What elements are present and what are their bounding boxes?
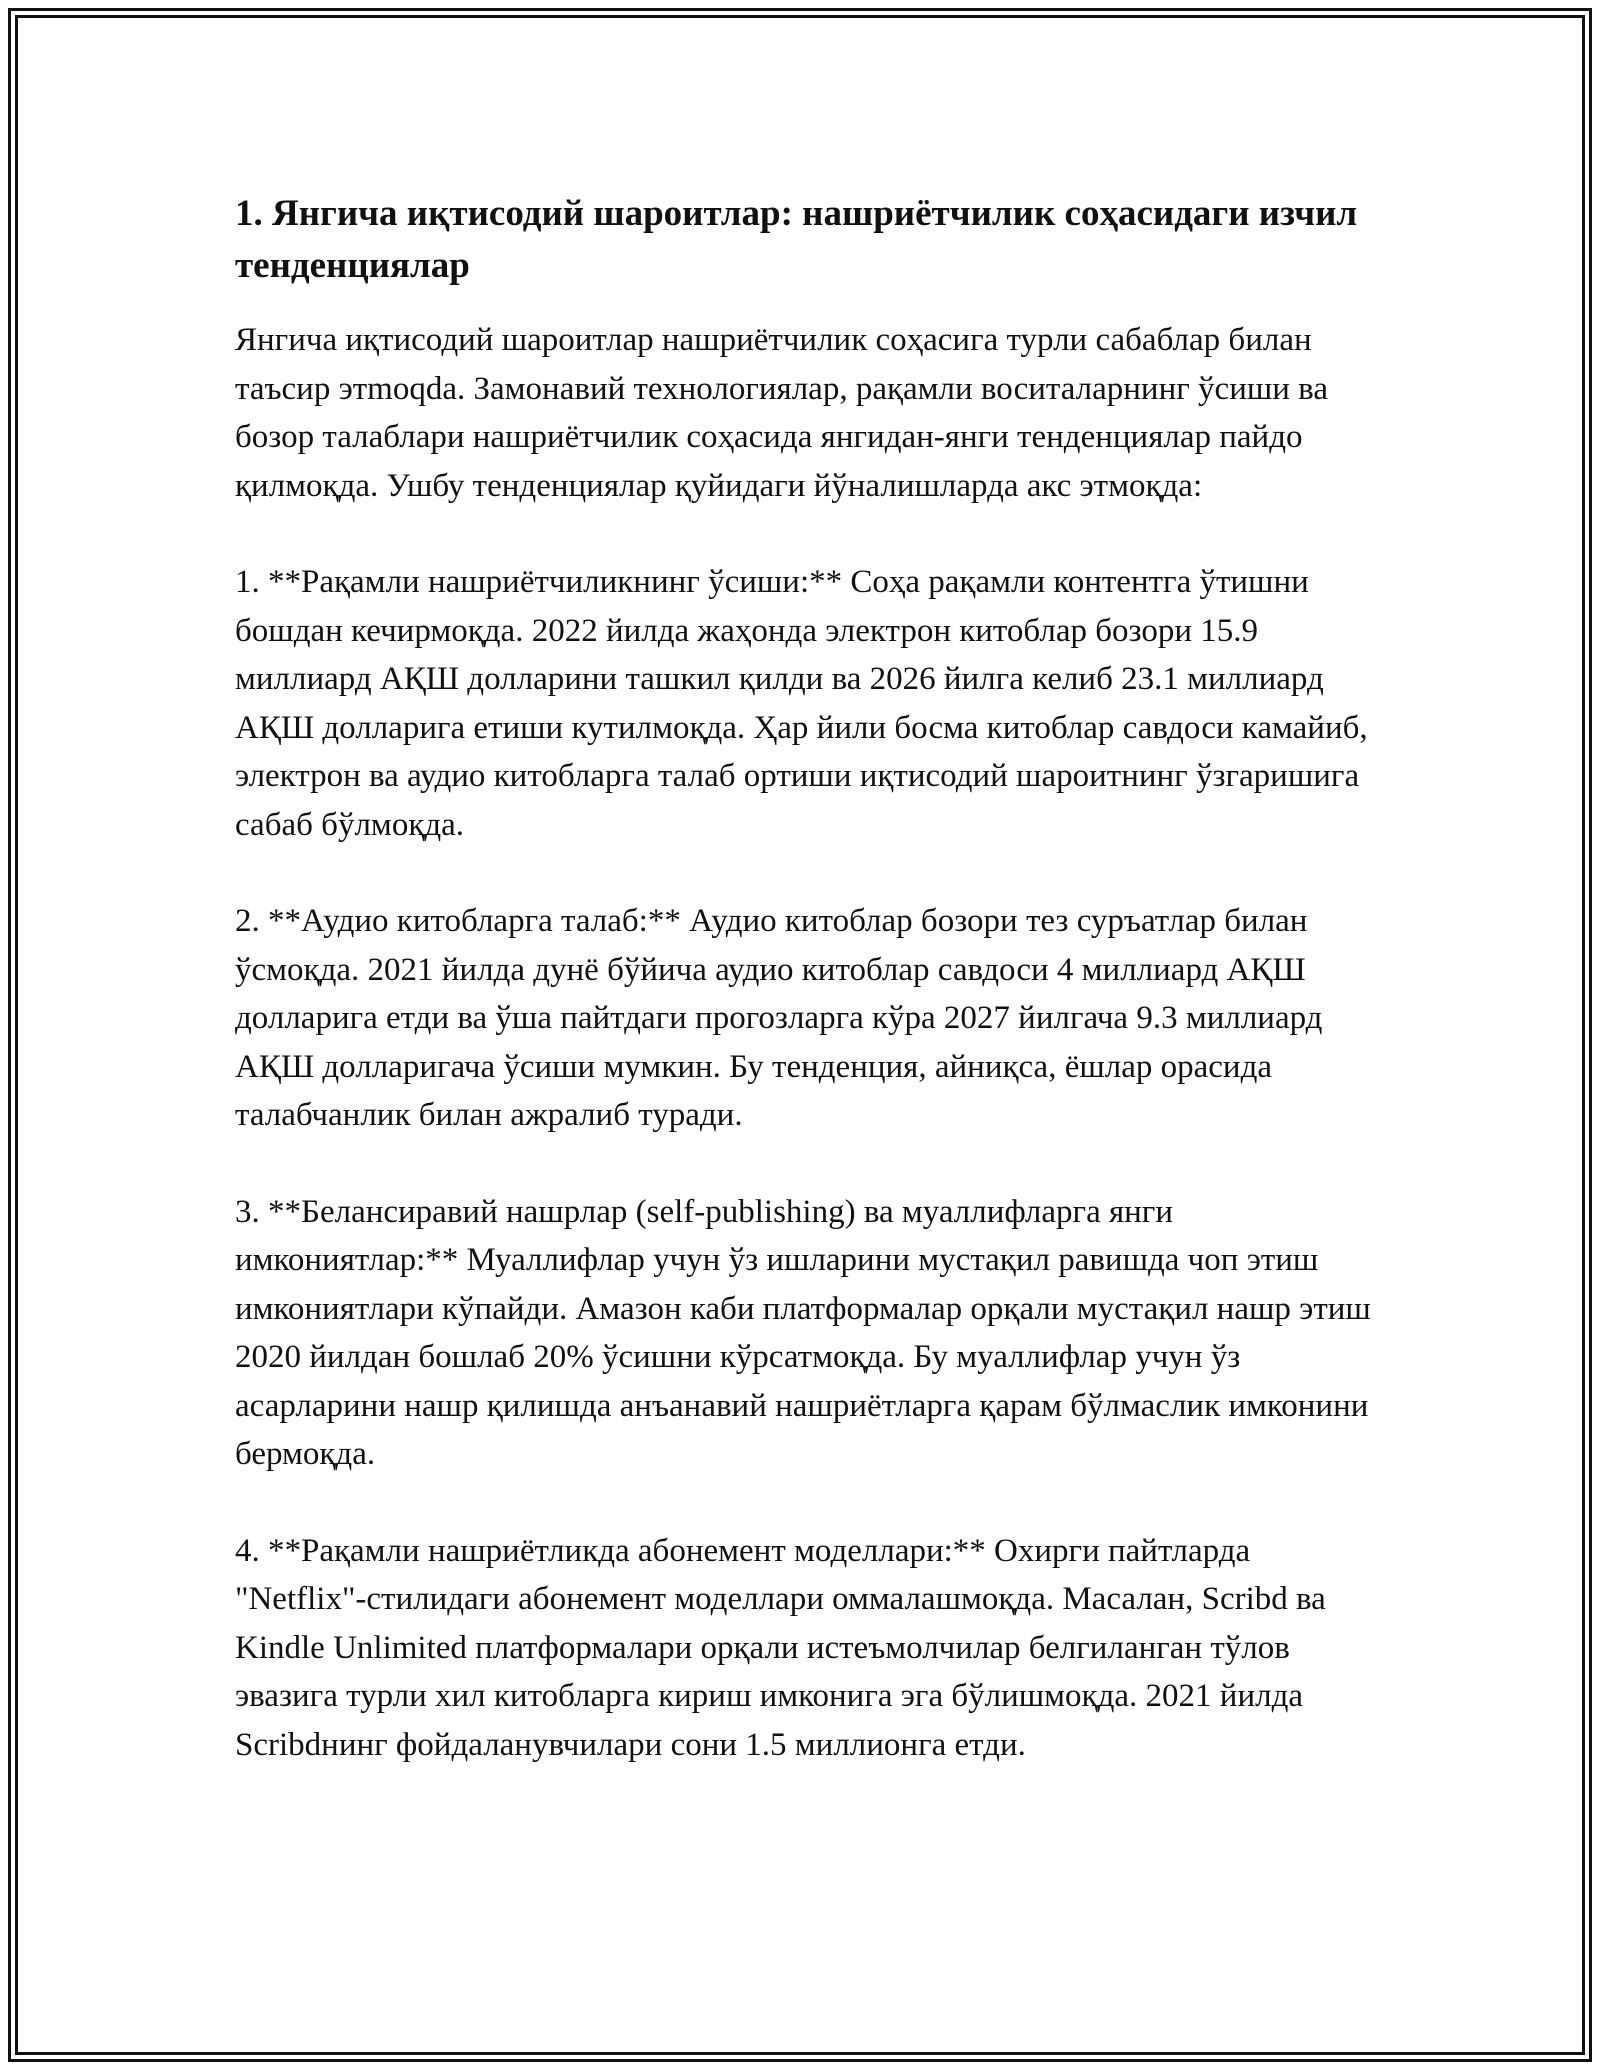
list-item: 2. **Аудио китобларга талаб:** Аудио китоблар бозори тез суръатлар билан ўсмоқда. 2021 йилда дунё бўйича аудио китоблар савдоси 4 миллиард АҚШ долларига етди ва ўша пайтдаги прогозларга кўра 2027 йилгача 9.3 миллиард АҚШ долларигача ўсиши мумкин. Бу тенденция, айниқса, ёшлар орасида талабчанлик билан ажралиб туради. bbox=[235, 903, 1323, 1133]
list-item: 1. **Рақамли нашриётчиликнинг ўсиши:** Соҳа рақамли контентга ўтишни бошдан кечирмоқда. 2022 йилда жаҳонда электрон китоблар бозори 15.9 миллиард АҚШ долларини ташкил қилди ва 2026 йилга келиб 23.1 миллиард АҚШ долларига етиши кутилмоқда. Ҳар йили босма китоблар савдоси камайиб, электрон ва аудио китобларга талаб ортиши иқтисодий шароитнинг ўзгаришига сабаб бўлмоқда. bbox=[235, 564, 1368, 843]
list-item: 4. **Рақамли нашриётликда абонемент моделлари:** Охирги пайтларда "Netflix"-стилидаги абонемент моделлари оммалашмоқда. Масалан, Scribd ва Kindle Unlimited платформалари орқали истеъмолчилар белгиланган тўлов эвазига турли хил китобларга кириш имконига эга бўлишмоқда. 2021 йилда Scribdнинг фойдаланувчилари сони 1.5 миллионга етди. bbox=[235, 1532, 1326, 1763]
list-item: 3. **Белансиравий нашрлар (self-publishing) ва муаллифларга янги имкониятлар:** Муаллифлар учун ўз ишларини мустақил равишда чоп этиш имкониятлари кўпайди. Амазон каби платформалар орқали мустақил нашр этиш 2020 йилдан бошлаб 20% ўсишни кўрсатмоқда. Бу муаллифлар учун ўз асарларини нашр қилишда анъанавий нашриётларга қарам бўлмаслик имконини бермоқда. bbox=[235, 1193, 1371, 1472]
intro-paragraph: Янгича иқтисодий шароитлар нашриётчилик соҳасига турли сабаблар билан таъсир этmoqda. Замонавий технологиялар, рақамли воситаларнинг ўсиши ва бозор талаблари нашриётчилик соҳасида янгидан-янги тенденциялар пайдо қилмоқда. Ушбу тенденциялар қуйидаги йўналишларда акс этмоқда: bbox=[235, 322, 1328, 504]
document-body bbox=[235, 188, 1380, 1769]
document-title: 1. Янгича иқтисодий шароитлар: нашриётчилик соҳасидаги изчил тенденциялар bbox=[235, 193, 1358, 286]
